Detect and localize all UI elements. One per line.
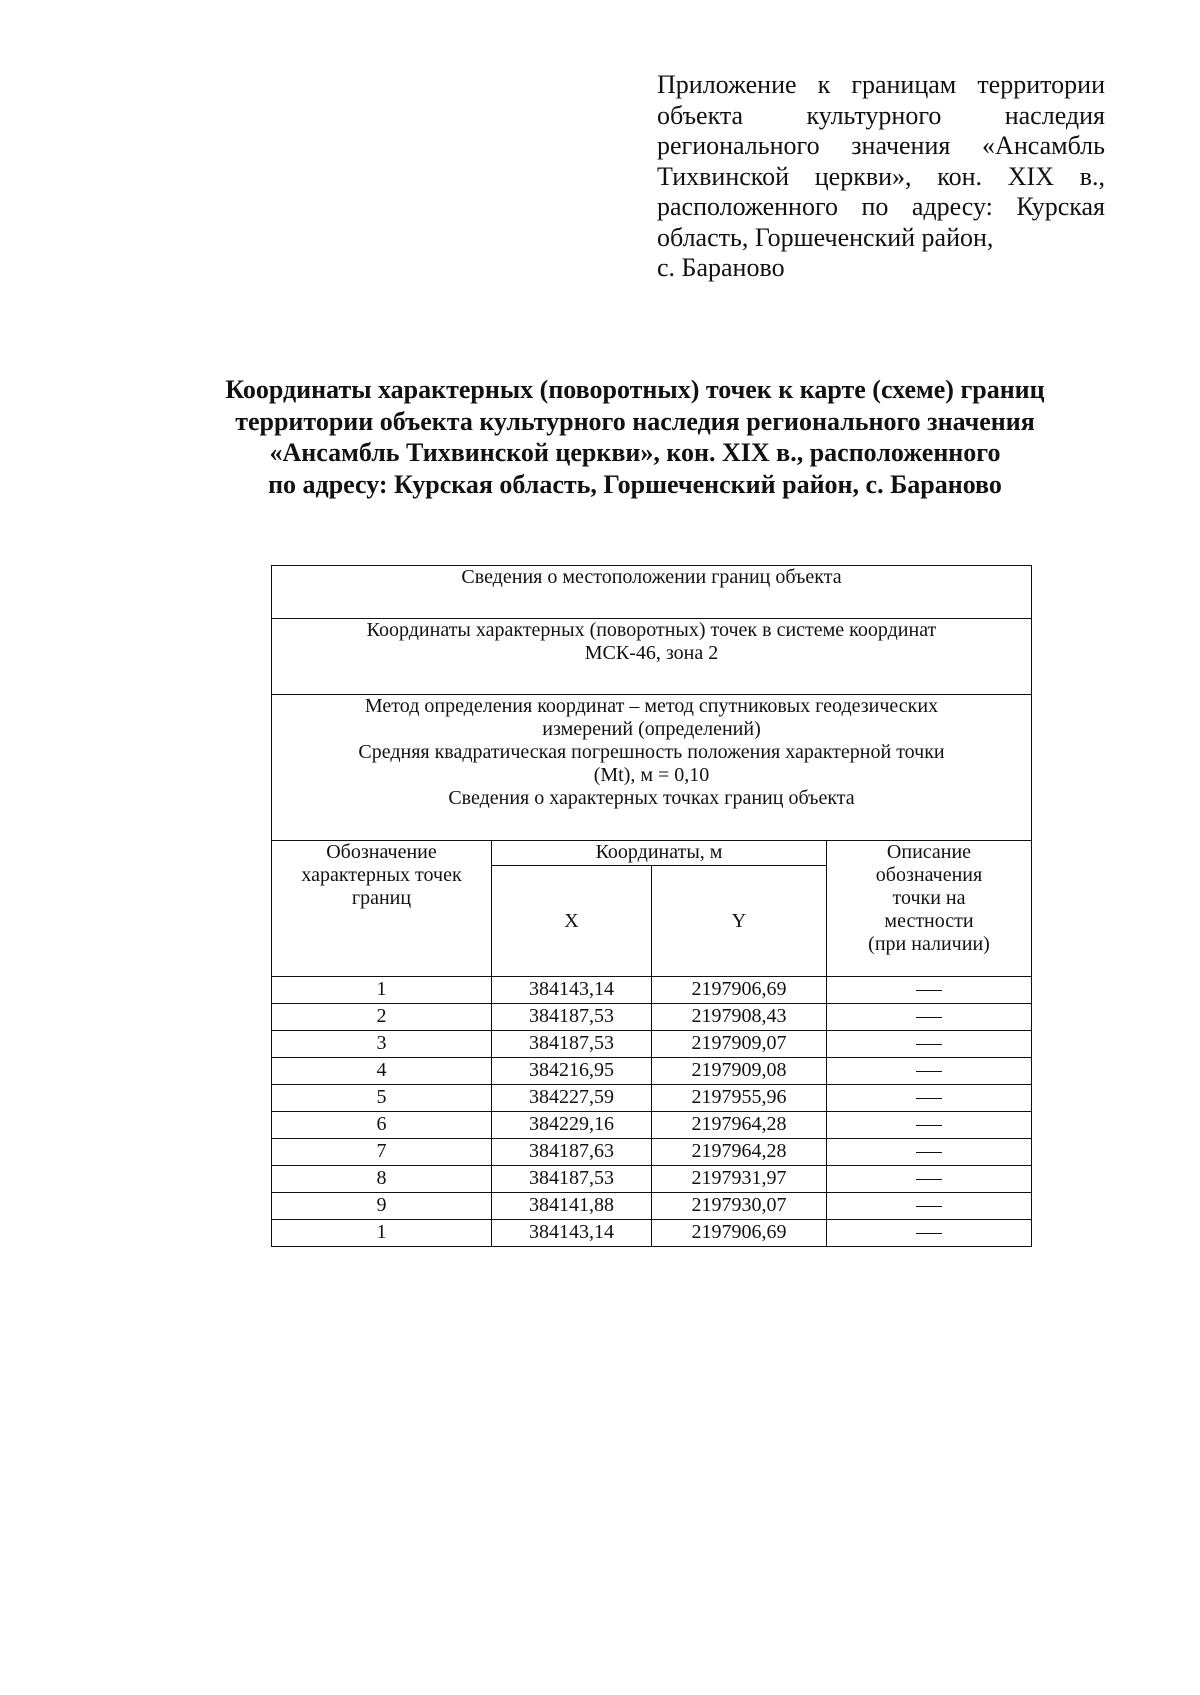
table-row: [272, 977, 1032, 1004]
point-cell: 6: [272, 1112, 492, 1139]
description-header-text: местности: [884, 910, 974, 932]
dash-mark: [916, 1044, 942, 1045]
x-header: X: [492, 866, 652, 977]
description-cell: [827, 1193, 1032, 1220]
x-cell: 384227,59: [492, 1085, 652, 1112]
point-cell: 9: [272, 1193, 492, 1220]
info-row: [272, 695, 1032, 841]
x-cell: 384187,53: [492, 1031, 652, 1058]
description-header-text: точки на: [892, 887, 966, 909]
y-cell: 2197955,96: [652, 1085, 827, 1112]
dash-mark: [916, 1152, 942, 1153]
point-header-text: Обозначение: [326, 841, 437, 863]
table-row: [272, 1193, 1032, 1220]
dash-mark: [916, 1071, 942, 1072]
description-cell: [827, 1058, 1032, 1085]
title-line: по адресу: Курская область, Горшеченский район, с. Бараново: [268, 469, 1002, 499]
point-cell: 1: [272, 977, 492, 1004]
dash-mark: [916, 1017, 942, 1018]
description-header: [827, 841, 1032, 977]
boundary-info-cell: [272, 566, 1032, 619]
x-cell: 384187,53: [492, 1004, 652, 1031]
table-row: [272, 1220, 1032, 1247]
coordinate-system-text: МСК-46, зона 2: [584, 642, 719, 664]
appendix-note: [657, 70, 1105, 284]
description-cell: [827, 1004, 1032, 1031]
dash-mark: [916, 990, 942, 991]
x-cell: 384229,16: [492, 1112, 652, 1139]
description-cell: [827, 1085, 1032, 1112]
point-header-text: границ: [351, 887, 412, 909]
points-info-text: Сведения о характерных точках границ объекта: [448, 787, 855, 809]
y-cell: 2197909,07: [652, 1031, 827, 1058]
x-cell: 384143,14: [492, 977, 652, 1004]
coordinates-header: Координаты, м: [492, 841, 827, 866]
coordinate-system-text: Координаты характерных (поворотных) точек в системе координат: [366, 619, 937, 641]
table-row: [272, 1166, 1032, 1193]
coordinates-table-body: [272, 566, 1032, 1247]
table-row: [272, 1031, 1032, 1058]
point-cell: 2: [272, 1004, 492, 1031]
description-cell: [827, 1220, 1032, 1247]
info-row: [272, 566, 1032, 619]
description-header-text: Описание: [886, 841, 972, 863]
description-cell: [827, 1166, 1032, 1193]
point-cell: 1: [272, 1220, 492, 1247]
point-cell: 8: [272, 1166, 492, 1193]
x-cell: 384187,63: [492, 1139, 652, 1166]
x-cell: 384141,88: [492, 1193, 652, 1220]
point-cell: 4: [272, 1058, 492, 1085]
appendix-text: Приложение к границам территории объекта культурного наследия регионального значения «Ансамбль Тихвинской церкви», кон. XIX в., расположенного по адресу: Курская область, Горшеченский район,: [657, 70, 1105, 252]
boundary-info-text: Сведения о местоположении границ объекта: [461, 566, 842, 588]
dash-mark: [916, 1233, 942, 1234]
method-cell: [272, 695, 1032, 841]
dash-mark: [916, 1098, 942, 1099]
table-row: [272, 1112, 1032, 1139]
point-header: [272, 841, 492, 977]
description-cell: [827, 1031, 1032, 1058]
method-text: измерений (определений): [542, 718, 761, 740]
y-cell: 2197964,28: [652, 1139, 827, 1166]
document-title: [150, 374, 1120, 500]
y-header: Y: [652, 866, 827, 977]
info-row: [272, 619, 1032, 695]
description-cell: [827, 1112, 1032, 1139]
dash-mark: [916, 1125, 942, 1126]
accuracy-text: (Mt), м = 0,10: [593, 764, 710, 786]
point-header-text: характерных точек: [301, 864, 462, 886]
point-cell: 3: [272, 1031, 492, 1058]
coordinates-table: [271, 565, 1032, 1247]
x-cell: 384187,53: [492, 1166, 652, 1193]
y-cell: 2197909,08: [652, 1058, 827, 1085]
x-cell: 384143,14: [492, 1220, 652, 1247]
y-cell: 2197931,97: [652, 1166, 827, 1193]
method-text: Метод определения координат – метод спутниковых геодезических: [364, 695, 939, 717]
appendix-last-line: с. Бараново: [657, 253, 785, 282]
header-row: [272, 841, 1032, 866]
title-line: «Ансамбль Тихвинской церкви», кон. XIX в., расположенного: [269, 438, 1001, 467]
y-cell: 2197930,07: [652, 1193, 827, 1220]
description-cell: [827, 977, 1032, 1004]
y-cell: 2197964,28: [652, 1112, 827, 1139]
title-line: Координаты характерных (поворотных) точек к карте (схеме) границ: [225, 375, 1045, 404]
description-cell: [827, 1139, 1032, 1166]
point-cell: 7: [272, 1139, 492, 1166]
y-cell: 2197906,69: [652, 1220, 827, 1247]
x-cell: 384216,95: [492, 1058, 652, 1085]
table-row: [272, 1085, 1032, 1112]
description-header-text: обозначения: [875, 864, 983, 886]
table-row: [272, 1139, 1032, 1166]
table-row: [272, 1058, 1032, 1085]
dash-mark: [916, 1179, 942, 1180]
point-cell: 5: [272, 1085, 492, 1112]
description-header-text: (при наличии): [868, 933, 990, 955]
y-cell: 2197908,43: [652, 1004, 827, 1031]
title-line: территории объекта культурного наследия регионального значения: [235, 406, 1035, 436]
accuracy-text: Средняя квадратическая погрешность положения характерной точки: [358, 741, 945, 763]
dash-mark: [916, 1206, 942, 1207]
y-cell: 2197906,69: [652, 977, 827, 1004]
table-row: [272, 1004, 1032, 1031]
coordinate-system-cell: [272, 619, 1032, 695]
